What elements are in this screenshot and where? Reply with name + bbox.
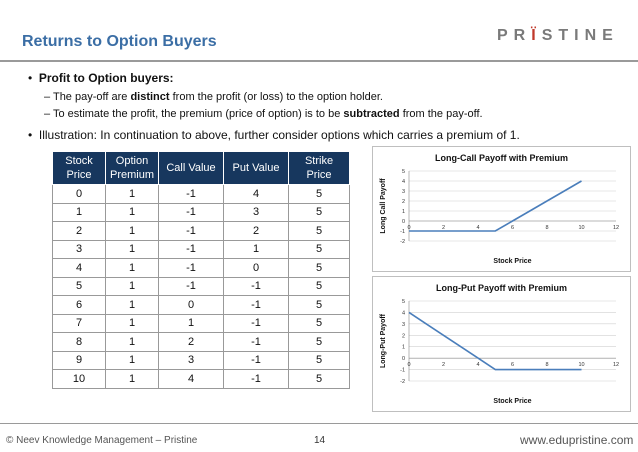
long-call-chart xyxy=(372,146,631,272)
table-row xyxy=(53,203,350,222)
table-cell: 1 xyxy=(106,203,159,222)
table-cell: -1 xyxy=(224,314,289,333)
sub1-bold: distinct xyxy=(130,91,170,103)
table-cell: 10 xyxy=(53,370,106,389)
x-tick-label: 10 xyxy=(578,362,585,369)
pristine-logo xyxy=(497,27,619,45)
table-row xyxy=(53,240,350,259)
col-call-value: Call Value xyxy=(159,152,224,185)
x-tick-label: 4 xyxy=(476,362,480,369)
table-cell: 1 xyxy=(106,314,159,333)
table-header-row xyxy=(53,152,350,185)
long-put-chart xyxy=(372,276,631,412)
y-axis-label: Long-Put Payoff xyxy=(380,313,387,369)
x-tick-label: 0 xyxy=(407,362,411,369)
table-cell: 5 xyxy=(289,222,350,241)
table-cell: 5 xyxy=(53,277,106,296)
table-cell: 1 xyxy=(159,314,224,333)
table-cell: 5 xyxy=(289,370,350,389)
y-tick-label: 1 xyxy=(401,209,405,215)
table-cell: 5 xyxy=(289,203,350,222)
x-tick-label: 0 xyxy=(407,225,411,231)
table-cell: 0 xyxy=(159,296,224,315)
table-cell: 4 xyxy=(159,370,224,389)
table-row xyxy=(53,296,350,315)
table-cell: 1 xyxy=(106,351,159,370)
table-row xyxy=(53,333,350,352)
table-cell: 2 xyxy=(53,222,106,241)
table-cell: 1 xyxy=(106,333,159,352)
table-cell: 8 xyxy=(53,333,106,352)
y-tick-label: -1 xyxy=(400,229,405,235)
y-tick-label: 5 xyxy=(401,169,405,175)
y-tick-label: -2 xyxy=(400,379,405,385)
long-call-chart-svg xyxy=(373,147,630,271)
table-cell: -1 xyxy=(224,296,289,315)
x-tick-label: 6 xyxy=(510,362,515,369)
y-tick-label: 5 xyxy=(401,299,405,305)
x-tick-label: 8 xyxy=(545,225,549,231)
payoff-line xyxy=(409,181,585,231)
x-tick-label: 6 xyxy=(510,225,515,231)
y-tick-label: 0 xyxy=(401,356,405,363)
table-cell: 9 xyxy=(53,351,106,370)
footer-website: www.edupristine.com xyxy=(520,433,634,447)
table-cell: 6 xyxy=(53,296,106,315)
logo-text-start: PR xyxy=(497,27,532,44)
bullet-illustration: • Illustration: In continuation to above, further consider options which carries a premium of 1. xyxy=(28,128,520,142)
chart-title: Long-Call Payoff with Premium xyxy=(434,153,569,163)
sub-bullet-payoff xyxy=(44,89,383,105)
table-cell: 5 xyxy=(289,314,350,333)
table-cell: 1 xyxy=(106,240,159,259)
col-option-premium: Option Premium xyxy=(106,152,159,185)
payoff-line xyxy=(409,312,585,369)
col-stock-price: Stock Price xyxy=(53,152,106,185)
x-tick-label: 8 xyxy=(545,362,549,369)
table-cell: -1 xyxy=(224,370,289,389)
sub1-pre: – The pay-off are xyxy=(44,91,131,103)
sub2-pre: – To estimate the profit, the premium (price of option) is to be xyxy=(44,108,344,120)
slide-title: Returns to Option Buyers xyxy=(22,33,217,50)
bullet-profit: • Profit to Option buyers: xyxy=(28,71,174,85)
table-row xyxy=(53,259,350,278)
table-cell: -1 xyxy=(159,222,224,241)
x-tick-label: 4 xyxy=(476,225,480,231)
chart-title: Long-Put Payoff with Premium xyxy=(435,283,568,293)
long-put-chart-svg xyxy=(373,277,630,411)
table-cell: 1 xyxy=(106,370,159,389)
x-tick-label: 2 xyxy=(441,225,446,231)
table-cell: 4 xyxy=(224,185,289,204)
y-tick-label: 4 xyxy=(401,179,405,185)
table-cell: 3 xyxy=(159,351,224,370)
table-cell: 1 xyxy=(224,240,289,259)
table-row xyxy=(53,222,350,241)
x-axis-label: Stock Price xyxy=(493,258,532,265)
y-tick-label: 2 xyxy=(401,199,405,205)
table-cell: -1 xyxy=(224,333,289,352)
y-tick-label: 0 xyxy=(401,219,405,225)
table-cell: 7 xyxy=(53,314,106,333)
option-table xyxy=(52,151,350,389)
table-cell: -1 xyxy=(159,259,224,278)
table-cell: 1 xyxy=(106,259,159,278)
y-tick-label: 4 xyxy=(401,310,405,317)
table-cell: 3 xyxy=(224,203,289,222)
table-row xyxy=(53,185,350,204)
table-cell: 1 xyxy=(106,185,159,204)
x-tick-label: 10 xyxy=(578,225,585,231)
y-tick-label: -2 xyxy=(400,239,405,245)
table-cell: 1 xyxy=(53,203,106,222)
col-strike-price: Strike Price xyxy=(289,152,350,185)
footer-divider xyxy=(0,423,638,424)
y-tick-label: 3 xyxy=(401,321,405,328)
table-cell: 1 xyxy=(106,277,159,296)
table-cell: 1 xyxy=(106,222,159,241)
table-cell: -1 xyxy=(224,351,289,370)
bullet-illustration-text: Illustration: In continuation to above, further consider options which carries a premium of 1. xyxy=(38,128,520,142)
x-tick-label: 12 xyxy=(612,362,620,369)
y-tick-label: -1 xyxy=(400,367,405,374)
table-cell: 2 xyxy=(224,222,289,241)
y-tick-label: 2 xyxy=(401,333,405,340)
logo-text-i: Ï xyxy=(531,27,542,44)
table-row xyxy=(53,314,350,333)
sub2-post: from the pay-off. xyxy=(399,108,483,120)
table-cell: 5 xyxy=(289,296,350,315)
logo-text-end: STINE xyxy=(541,27,619,44)
table-cell: -1 xyxy=(159,240,224,259)
table-cell: 4 xyxy=(53,259,106,278)
table-cell: 5 xyxy=(289,259,350,278)
table-cell: 2 xyxy=(159,333,224,352)
table-cell: 0 xyxy=(224,259,289,278)
table-row xyxy=(53,351,350,370)
table-cell: 5 xyxy=(289,351,350,370)
table-cell: 5 xyxy=(289,185,350,204)
table-body xyxy=(53,185,350,389)
table-cell: -1 xyxy=(224,277,289,296)
table-cell: -1 xyxy=(159,185,224,204)
bullet-profit-text: Profit to Option buyers: xyxy=(38,71,174,85)
page-number: 14 xyxy=(314,435,326,446)
y-axis-label: Long Call Payoff xyxy=(380,178,387,234)
col-put-value: Put Value xyxy=(224,152,289,185)
footer-copyright: © Neev Knowledge Management – Pristine xyxy=(6,435,198,446)
header-divider xyxy=(0,60,638,62)
table-cell: 1 xyxy=(106,296,159,315)
table-row xyxy=(53,277,350,296)
table-row xyxy=(53,370,350,389)
sub2-bold: subtracted xyxy=(343,108,400,120)
table-cell: -1 xyxy=(159,277,224,296)
sub1-post: from the profit (or loss) to the option holder. xyxy=(169,91,383,103)
table-cell: 5 xyxy=(289,240,350,259)
table-cell: 5 xyxy=(289,277,350,296)
table-cell: 5 xyxy=(289,333,350,352)
x-tick-label: 2 xyxy=(441,362,446,369)
y-tick-label: 3 xyxy=(401,189,405,195)
table-cell: -1 xyxy=(159,203,224,222)
sub-bullet-premium xyxy=(44,106,483,122)
y-tick-label: 1 xyxy=(401,344,405,351)
table-cell: 0 xyxy=(53,185,106,204)
x-tick-label: 12 xyxy=(612,225,620,231)
x-axis-label: Stock Price xyxy=(493,398,532,405)
table-cell: 3 xyxy=(53,240,106,259)
